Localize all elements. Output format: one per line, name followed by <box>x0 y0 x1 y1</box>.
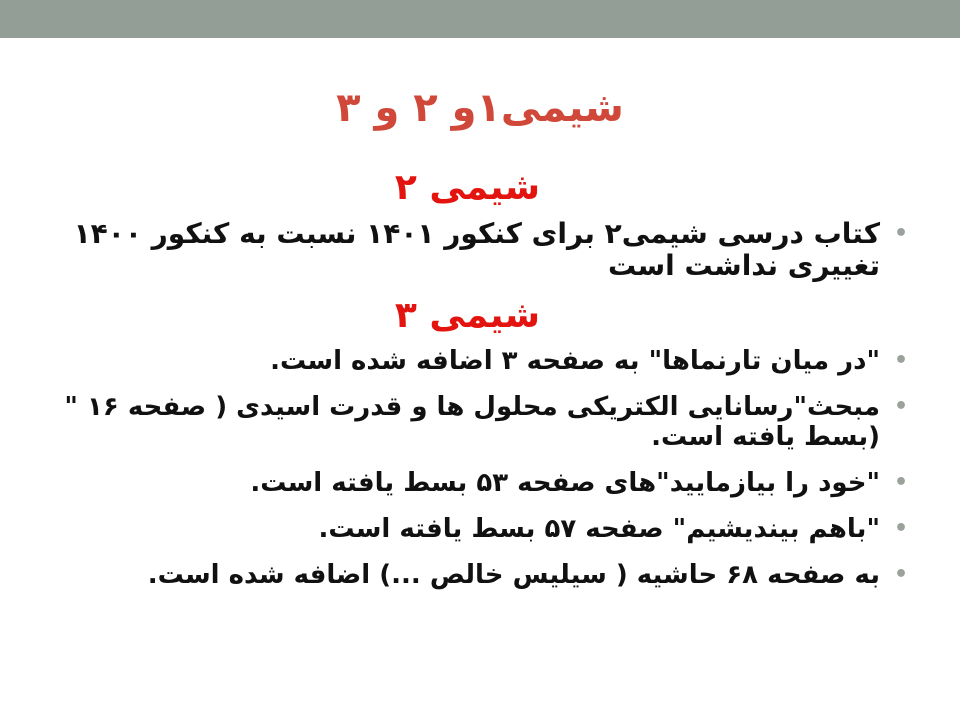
list-item <box>40 218 910 282</box>
list-item <box>40 468 910 498</box>
slide-content <box>40 162 910 590</box>
list-item <box>40 514 910 544</box>
list-item-text: "خود را بیازمایید"های صفحه ۵۳ بسط یافته است. <box>250 468 880 498</box>
bullet-icon: • <box>893 221 908 246</box>
list-item <box>40 560 910 590</box>
list-item-text: "در میان تارنماها" به صفحه ۳ اضافه شده است. <box>270 346 880 376</box>
list-item-text: "باهم بیندیشیم" صفحه ۵۷ بسط یافته است. <box>318 514 880 544</box>
section-heading-chemistry-3: شیمی ۳ <box>394 295 540 336</box>
section-heading-chemistry-2: شیمی ۲ <box>394 167 540 208</box>
list-item-text: مبحث"رسانایی الکتریکی محلول ها و قدرت اسیدی ( صفحه ۱۶ "(بسط یافته است. <box>64 392 880 452</box>
slide-title: شیمی۱و ۲ و ۳ <box>336 85 624 131</box>
bullet-icon: • <box>893 470 908 495</box>
list-item <box>40 392 910 452</box>
bullet-icon: • <box>893 562 908 587</box>
bullet-icon: • <box>893 394 908 419</box>
list-item <box>40 346 910 376</box>
top-bar <box>0 0 960 38</box>
list-item-text: کتاب درسی شیمی۲ برای کنکور ۱۴۰۱ نسبت به کنکور ۱۴۰۰ تغییری نداشت است <box>73 217 880 282</box>
bullet-icon: • <box>893 348 908 373</box>
bullet-icon: • <box>893 516 908 541</box>
list-item-text: به صفحه ۶۸ حاشیه ( سیلیس خالص ...) اضافه شده است. <box>147 560 880 590</box>
